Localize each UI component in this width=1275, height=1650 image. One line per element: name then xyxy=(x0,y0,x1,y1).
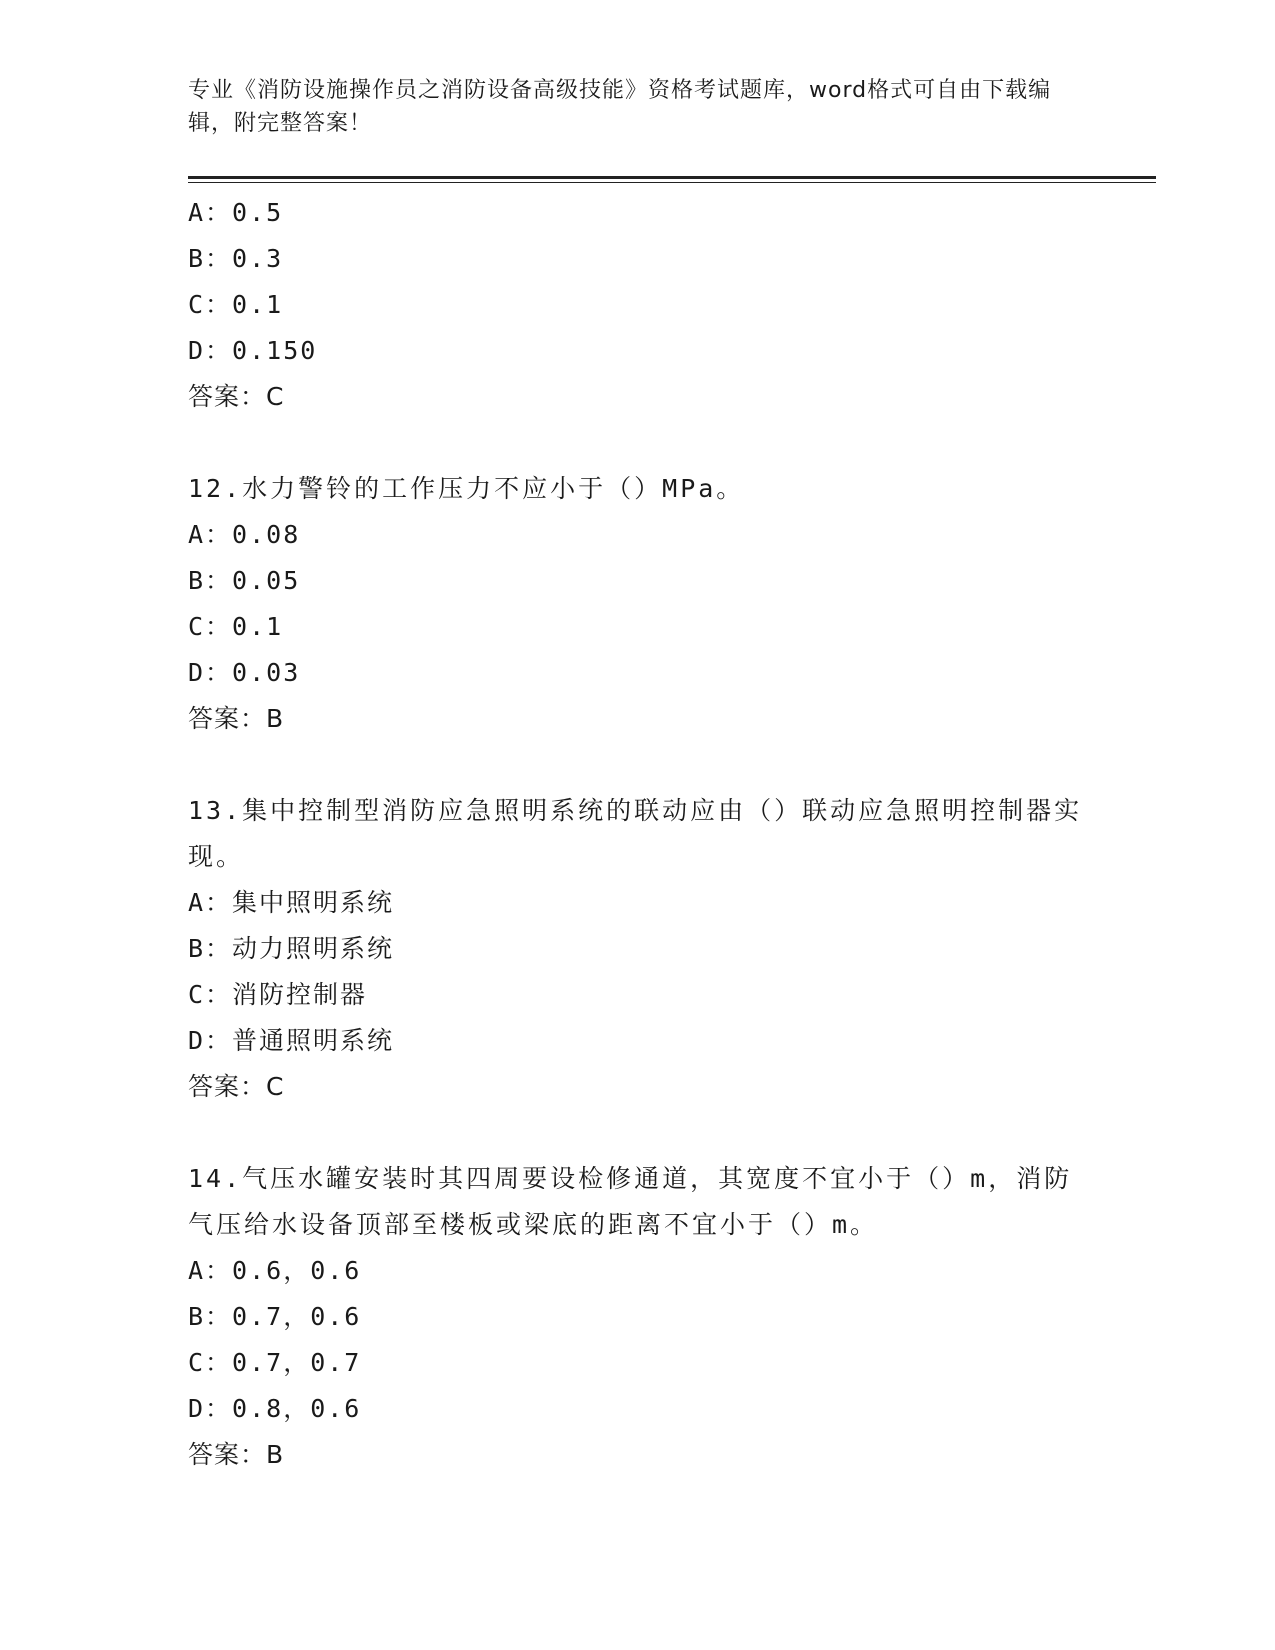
option-b: B：动力照明系统 xyxy=(188,934,395,963)
answer-line: 答案：B xyxy=(188,704,285,733)
header-divider-thin xyxy=(188,182,1156,183)
spacer xyxy=(188,1110,1088,1156)
option-d: D：0.150 xyxy=(188,336,318,365)
option-a: A：0.5 xyxy=(188,198,284,227)
question-stem: 13.集中控制型消防应急照明系统的联动应由（）联动应急照明控制器实现。 xyxy=(188,796,1083,871)
option-b: B：0.3 xyxy=(188,244,284,273)
option-b: B：0.7，0.6 xyxy=(188,1302,362,1331)
option-c: C：0.1 xyxy=(188,290,284,319)
question-stem: 14.气压水罐安装时其四周要设检修通道，其宽度不宜小于（）m，消防气压给水设备顶部至楼板或梁底的距离不宜小于（）m。 xyxy=(188,1164,1073,1239)
option-d: D：0.03 xyxy=(188,658,301,687)
document-header: 专业《消防设施操作员之消防设备高级技能》资格考试题库，word格式可自由下载编辑，附完整答案！ xyxy=(188,78,1052,136)
option-c: C：0.7，0.7 xyxy=(188,1348,362,1377)
question-13-block xyxy=(188,788,1088,1110)
option-c: C：消防控制器 xyxy=(188,980,368,1009)
question-stem: 12.水力警铃的工作压力不应小于（）MPa。 xyxy=(188,474,745,503)
answer-line: 答案：C xyxy=(188,382,285,411)
question-11-block xyxy=(188,190,1088,420)
option-a: A：0.6，0.6 xyxy=(188,1256,362,1285)
header-divider-thick xyxy=(188,176,1156,179)
option-d: D：普通照明系统 xyxy=(188,1026,395,1055)
option-a: A：集中照明系统 xyxy=(188,888,395,917)
answer-line: 答案：B xyxy=(188,1440,285,1469)
spacer xyxy=(188,420,1088,466)
answer-line: 答案：C xyxy=(188,1072,285,1101)
option-a: A：0.08 xyxy=(188,520,301,549)
question-list xyxy=(188,190,1088,1478)
option-b: B：0.05 xyxy=(188,566,301,595)
option-c: C：0.1 xyxy=(188,612,284,641)
option-d: D：0.8，0.6 xyxy=(188,1394,362,1423)
question-12-block xyxy=(188,466,1088,742)
question-14-block xyxy=(188,1156,1088,1478)
spacer xyxy=(188,742,1088,788)
